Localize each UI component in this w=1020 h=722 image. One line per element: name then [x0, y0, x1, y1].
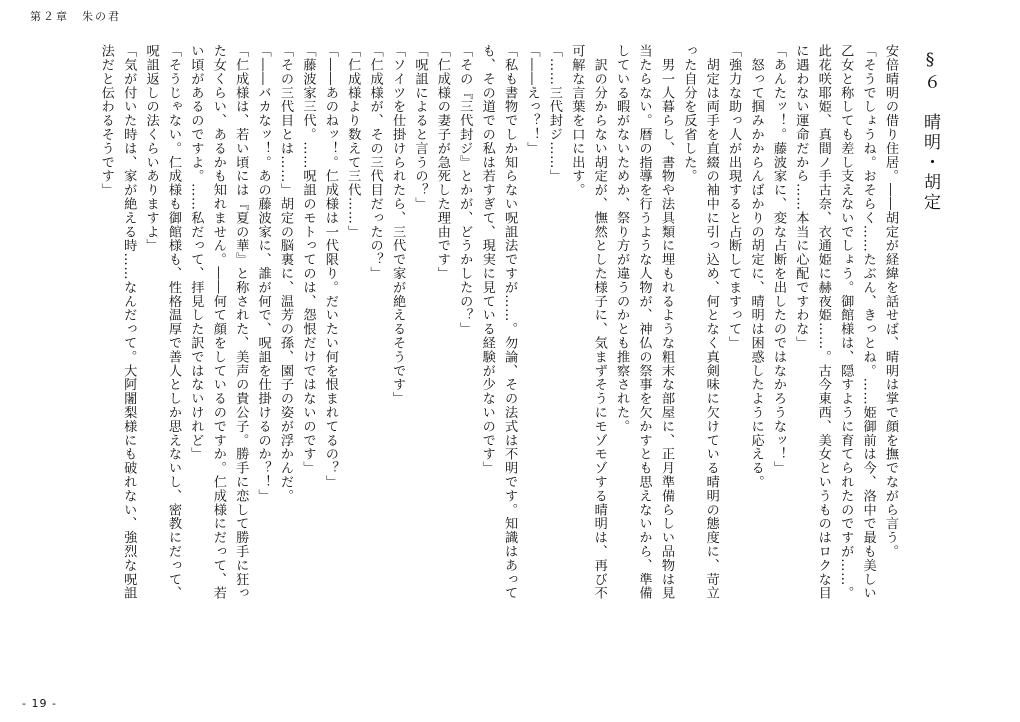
- text-column: 可解な言葉を口に出す。: [569, 44, 585, 197]
- text-column: 当たらない。暦の指導を行うような人物が、神仏の祭事を欠かすとも思えないから、準備: [636, 44, 652, 600]
- text-column: 「その『三代封ジ』とかが、どうかしたの？」: [457, 44, 473, 336]
- section-title: §６ 晴明・胡定: [920, 50, 940, 213]
- text-column: 法だと伝わるそうです」: [98, 44, 114, 197]
- text-column: 「呪詛によると言うの？」: [412, 44, 428, 211]
- text-column: も、その道での私は若すぎて、現実に見ている経験が少ないのです」: [479, 44, 495, 475]
- text-column: 「……三代封ジ……」: [546, 44, 562, 183]
- text-column: 「ソイツを仕掛けられたら、三代で家が絶えるそうです」: [390, 44, 406, 406]
- vertical-text-body: [85, 44, 945, 684]
- text-column: 胡定は両手を直綴の袖中に引っ込め、何となく真剣味に欠けている晴明の態度に、苛立: [703, 44, 719, 600]
- text-column: 訳の分からない胡定が、憮然とした様子に、気まずそうにモゾモゾする晴明は、再び不: [591, 44, 607, 600]
- text-column: 男一人暮らし、書物や法具類に埋もれるような粗末な部屋に、正月準備らしい品物は見: [658, 44, 674, 600]
- page-number: - 19 -: [22, 697, 57, 710]
- text-column: 「――あのねッ！。仁成様は一代限り。だいたい何を恨まれてるの？」: [322, 44, 338, 489]
- text-column: 「あんたッ！。藤波家に、変な占断を出したのではなかろうなッ！」: [770, 44, 786, 475]
- text-column: 「仁成様は、若い頃には『夏の華』と称された、美声の貴公子。勝手に恋して勝手に狂っ: [233, 44, 249, 600]
- text-column: 怒って掴みかからんばかりの胡定に、晴明は困惑したように応える。: [748, 44, 764, 489]
- text-column: た女くらい、あるかも知れません。――何て顔をしているのですか。仁成様にだって、若: [210, 44, 226, 600]
- text-column: 「藤波家三代。……呪詛のモトってのは、怨恨だけではないのです」: [300, 44, 316, 475]
- paragraph-container: [94, 44, 901, 684]
- text-column: 「そうじゃない。仁成様も御館様も、性格温厚で善人としか思えないし、密教にだって、: [166, 44, 181, 600]
- text-column: している暇がないためか、祭り方が違うのかとも推察された。: [614, 44, 630, 434]
- text-column: に遇わない運命だから……本当に心配ですわな」: [793, 44, 809, 350]
- text-column: 「そうでしょうね。おそらく……たぶん、きっとね。……姫御前は今、洛中で最も美しい: [860, 44, 876, 600]
- text-column: 「私も書物でしか知らない呪詛法ですが……。勿論、その法式は不明です。知識はあって: [502, 44, 518, 600]
- text-column: 「仁成様の妻子が急死した理由です」: [434, 44, 450, 281]
- text-column: 安倍晴明の借り住居。――胡定が経緯を話せば、晴明は掌で顔を撫でながら言う。: [883, 44, 898, 559]
- text-column: 「――えっ？！」: [524, 44, 540, 156]
- text-column: 「強力な助っ人が出現すると占断してますって」: [726, 44, 742, 350]
- text-column: 「――バカなッ！。あの藤波家に、誰が何で、呪詛を仕掛けるのか？！」: [255, 44, 271, 503]
- text-column: 「その三代目とは……」胡定の脳裏に、温芳の孫、園子の姿が浮かんだ。: [278, 44, 294, 503]
- text-column: った自分を反省した。: [681, 44, 697, 183]
- chapter-header: 第２章 朱の君: [30, 10, 121, 23]
- text-column: 「気が付いた時は、家が絶える時……なんだって。大阿闍梨様にも破れない、強烈な呪詛: [121, 44, 137, 600]
- text-column: 「仁成様が、その三代目だったの？」: [367, 44, 383, 281]
- text-column: 「仁成様より数えて三代……」: [345, 44, 361, 239]
- text-column: 呪詛返しの法くらいありますよ」: [143, 44, 159, 253]
- text-column: 此花咲耶姫、真間ノ手古奈、衣通姫に赫夜姫……。古今東西、美女というものはロクな目: [815, 44, 831, 600]
- text-column: い頃があるのですよ。……私だって、拝見した訳ではないけれど」: [188, 44, 204, 461]
- text-column: 乙女と称しても差し支えないでしょう。御館様は、隠すように育てられたのですが……。: [838, 44, 854, 600]
